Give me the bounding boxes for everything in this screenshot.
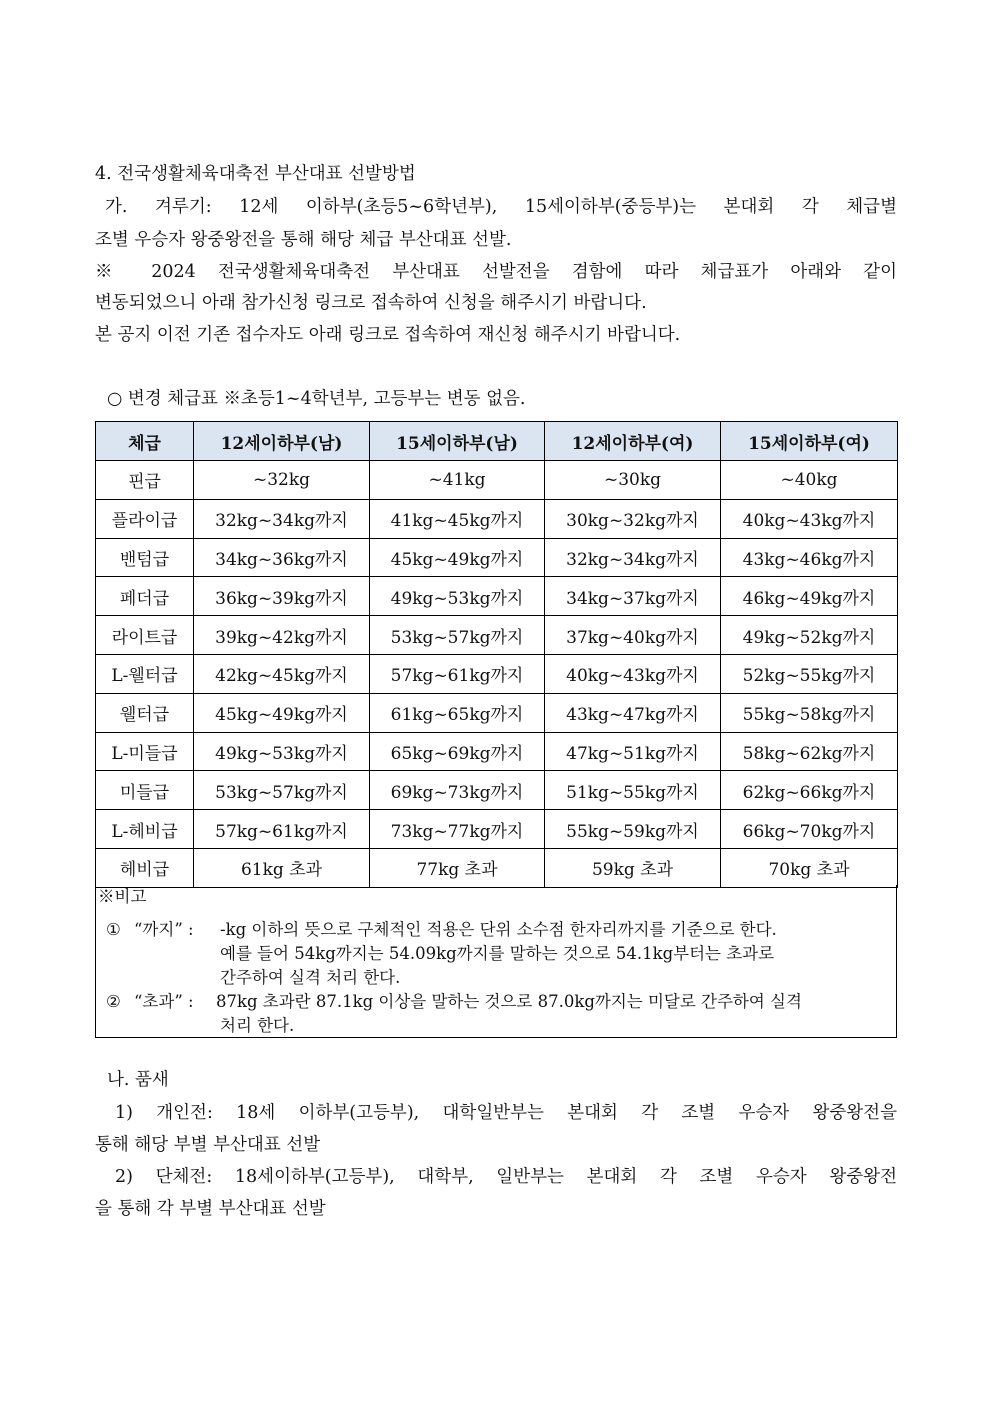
remark-1-number: ① (106, 920, 121, 939)
notice-line-3: 본 공지 이전 기존 접수자도 아래 링크로 접속하여 재신청 해주시기 바랍니다. (95, 325, 681, 345)
header-cell: 12세이하부(남) (194, 422, 370, 461)
table-cell: 41kg~45kg까지 (370, 499, 545, 538)
weight-class-name: 페더급 (96, 577, 194, 616)
table-cell: 49kg~53kg까지 (194, 732, 370, 771)
table-row (96, 538, 898, 577)
table-cell: 70kg 초과 (721, 848, 898, 887)
weight-class-name: 미들급 (96, 771, 194, 810)
remark-1-line-1: -kg 이하의 뜻으로 구체적인 적용은 단위 소수점 한자리까지를 기준으로 한다. (220, 920, 777, 939)
table-cell: 42kg~45kg까지 (194, 654, 370, 693)
table-cell: 55kg~59kg까지 (545, 810, 721, 849)
table-cell: 59kg 초과 (545, 848, 721, 887)
weight-class-table (95, 421, 898, 888)
poomsae-item-2-line-2: 을 통해 각 부별 부산대표 선발 (95, 1199, 326, 1219)
poomsae-item-1-line-2: 통해 해당 부별 부산대표 선발 (95, 1135, 321, 1155)
table-row (96, 577, 898, 616)
table-cell: 43kg~47kg까지 (545, 693, 721, 732)
table-row (96, 848, 898, 887)
table-cell: 65kg~69kg까지 (370, 732, 545, 771)
table-cell: 45kg~49kg까지 (194, 693, 370, 732)
table-row (96, 693, 898, 732)
table-cell: 61kg~65kg까지 (370, 693, 545, 732)
weight-class-name: 핀급 (96, 461, 194, 500)
table-cell: 40kg~43kg까지 (545, 654, 721, 693)
weight-class-name: L-헤비급 (96, 810, 194, 849)
poomsae-item-2-line-1: 2) 단체전: 18세이하부(고등부), 대학부, 일반부는 본대회 각 조별 우승자 왕중왕전 (115, 1167, 897, 1187)
remark-2-term: “초과” : (134, 992, 194, 1011)
table-cell: 61kg 초과 (194, 848, 370, 887)
table-cell: 37kg~40kg까지 (545, 616, 721, 655)
table-cell: 40kg~43kg까지 (721, 499, 898, 538)
poomsae-item-1-line-1: 1) 개인전: 18세 이하부(고등부), 대학일반부는 본대회 각 조별 우승자 왕중왕전을 (115, 1103, 897, 1123)
table-cell: 46kg~49kg까지 (721, 577, 898, 616)
table-cell: 43kg~46kg까지 (721, 538, 898, 577)
table-cell: 57kg~61kg까지 (194, 810, 370, 849)
table-cell: 30kg~32kg까지 (545, 499, 721, 538)
table-cell: 32kg~34kg까지 (194, 499, 370, 538)
table-cell: 32kg~34kg까지 (545, 538, 721, 577)
table-row (96, 771, 898, 810)
table-row (96, 654, 898, 693)
weight-class-name: 헤비급 (96, 848, 194, 887)
header-cell: 12세이하부(여) (545, 422, 721, 461)
table-cell: 69kg~73kg까지 (370, 771, 545, 810)
table-cell: 57kg~61kg까지 (370, 654, 545, 693)
table-cell: 39kg~42kg까지 (194, 616, 370, 655)
weight-class-name: 밴텀급 (96, 538, 194, 577)
table-row (96, 732, 898, 771)
table-cell: ~40kg (721, 461, 898, 500)
remarks-box (95, 885, 897, 1038)
table-row (96, 461, 898, 500)
remark-1-term: “까지” : (134, 920, 194, 939)
table-cell: 34kg~37kg까지 (545, 577, 721, 616)
table-cell: 77kg 초과 (370, 848, 545, 887)
remark-1-line-2: 예를 들어 54kg까지는 54.09kg까지를 말하는 것으로 54.1kg부터는 초과로 (220, 944, 775, 963)
weight-class-name: 웰터급 (96, 693, 194, 732)
weight-class-name: L-웰터급 (96, 654, 194, 693)
table-cell: 58kg~62kg까지 (721, 732, 898, 771)
remark-2-line-1: 87kg 초과란 87.1kg 이상을 말하는 것으로 87.0kg까지는 미달로 간주하여 실격 (216, 992, 802, 1011)
weight-class-name: 플라이급 (96, 499, 194, 538)
table-cell: 52kg~55kg까지 (721, 654, 898, 693)
table-row (96, 499, 898, 538)
table-caption: ○ 변경 체급표 ※초등1~4학년부, 고등부는 변동 없음. (107, 389, 526, 409)
remarks-title: ※비고 (98, 887, 147, 906)
table-cell: 66kg~70kg까지 (721, 810, 898, 849)
table-cell: 62kg~66kg까지 (721, 771, 898, 810)
table-cell: ~30kg (545, 461, 721, 500)
notice-line-2: 변동되었으니 아래 참가신청 링크로 접속하여 신청을 해주시기 바랍니다. (95, 293, 647, 313)
table-cell: 53kg~57kg까지 (370, 616, 545, 655)
header-cell: 15세이하부(여) (721, 422, 898, 461)
remark-1-line-3: 간주하여 실격 처리 한다. (220, 968, 401, 987)
table-cell: 55kg~58kg까지 (721, 693, 898, 732)
table-row (96, 810, 898, 849)
kyorugi-paragraph-line-1: 가. 겨루기: 12세 이하부(초등5~6학년부), 15세이하부(중등부)는 본대회 각 체급별 (105, 197, 897, 217)
table-header-row (96, 422, 898, 461)
remark-2-line-2: 처리 한다. (220, 1016, 295, 1035)
poomsae-heading: 나. 품새 (107, 1070, 169, 1090)
section-heading: 4. 전국생활체육대축전 부산대표 선발방법 (95, 164, 416, 184)
remark-2-number: ② (106, 992, 121, 1011)
table-cell: 45kg~49kg까지 (370, 538, 545, 577)
table-cell: 47kg~51kg까지 (545, 732, 721, 771)
table-cell: 51kg~55kg까지 (545, 771, 721, 810)
table-cell: 53kg~57kg까지 (194, 771, 370, 810)
kyorugi-paragraph-line-2: 조별 우승자 왕중왕전을 통해 해당 체급 부산대표 선발. (95, 230, 512, 250)
table-cell: 34kg~36kg까지 (194, 538, 370, 577)
table-cell: ~32kg (194, 461, 370, 500)
weight-class-name: 라이트급 (96, 616, 194, 655)
table-row (96, 616, 898, 655)
table-cell: 73kg~77kg까지 (370, 810, 545, 849)
header-cell: 15세이하부(남) (370, 422, 545, 461)
table-cell: 49kg~52kg까지 (721, 616, 898, 655)
table-cell: 36kg~39kg까지 (194, 577, 370, 616)
weight-class-name: L-미들급 (96, 732, 194, 771)
notice-line-1: ※ 2024 전국생활체육대축전 부산대표 선발전을 겸함에 따라 체급표가 아래와 같이 (95, 262, 897, 282)
table-cell: 49kg~53kg까지 (370, 577, 545, 616)
table-cell: ~41kg (370, 461, 545, 500)
header-cell: 체급 (96, 422, 194, 461)
